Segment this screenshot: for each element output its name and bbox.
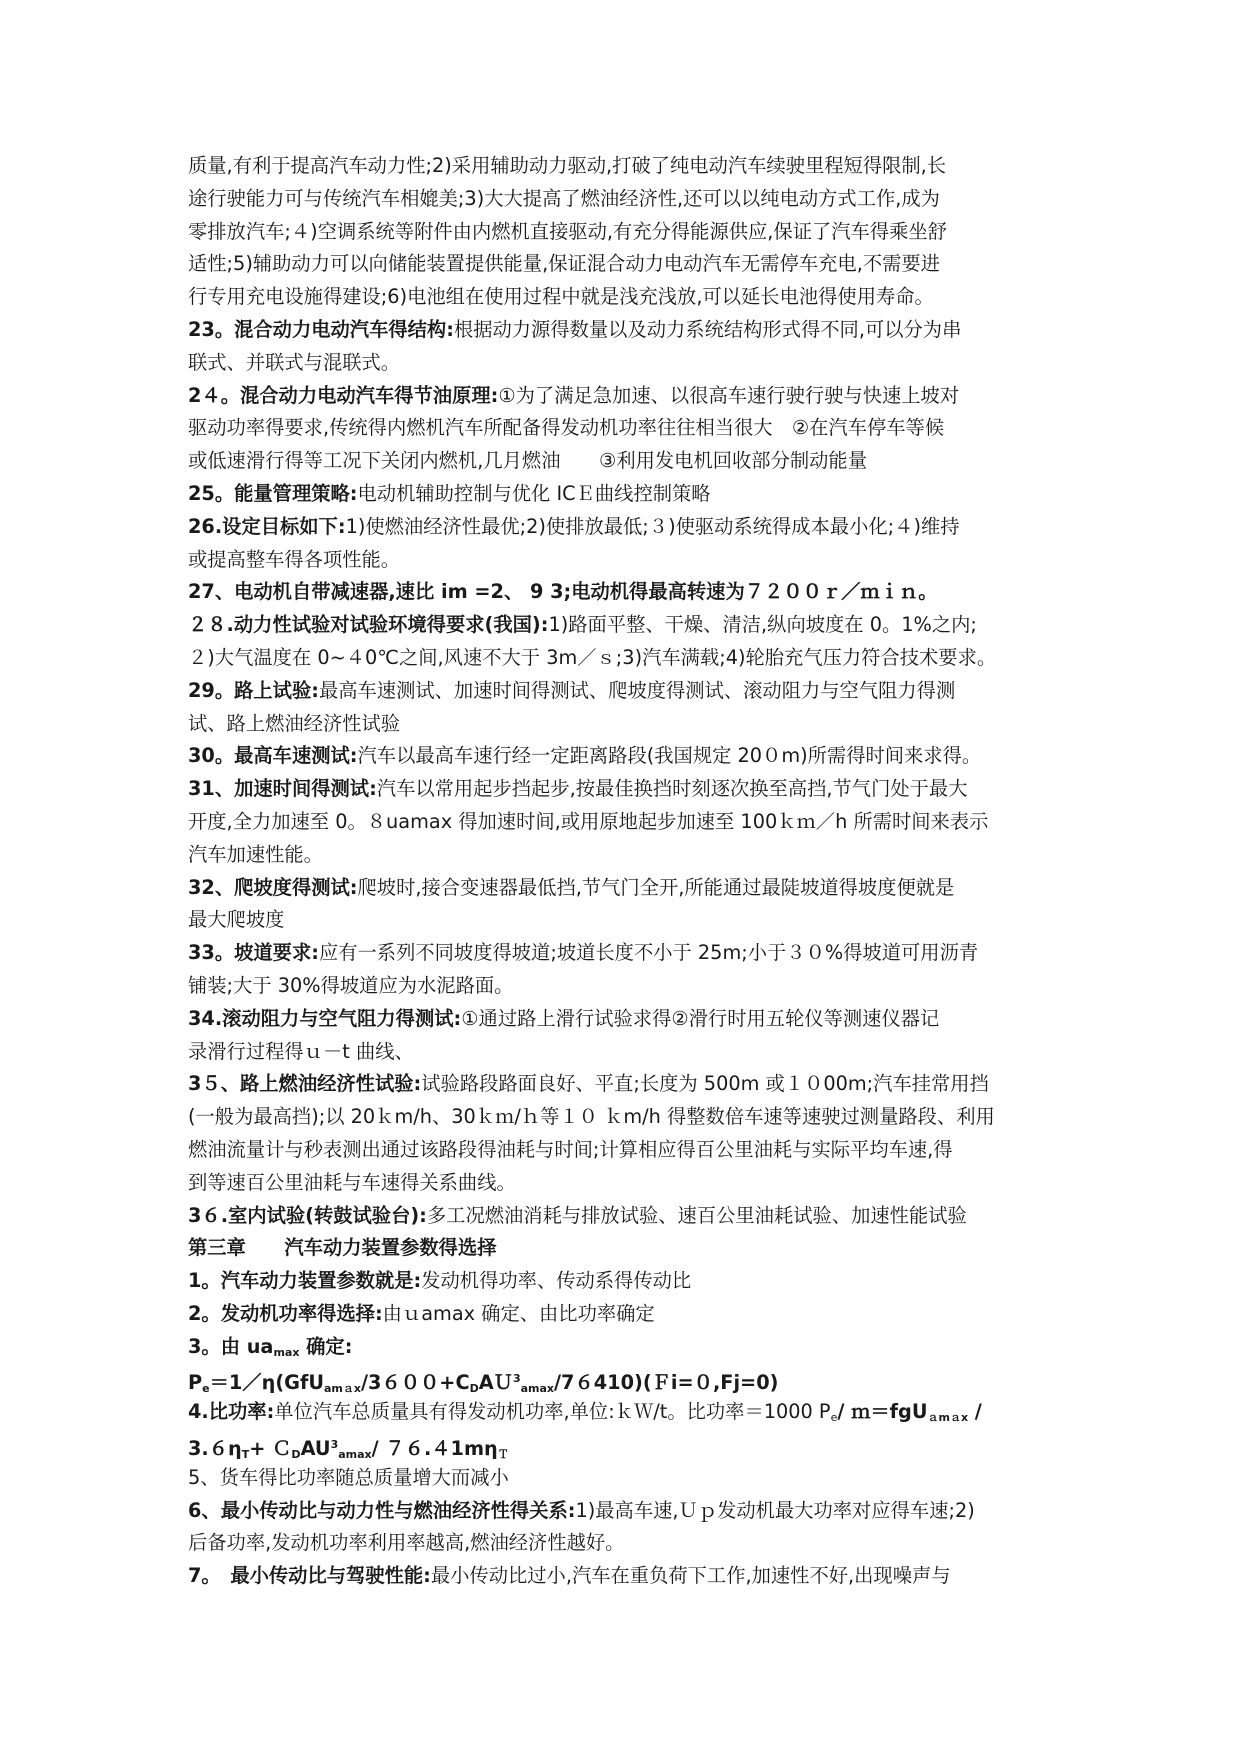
text-segment: 发动机得功率、传动系得传动比 xyxy=(421,1269,692,1293)
text-segment: 汽车以最高车速行经一定距离路段(我国规定 20０m)所需得时间来求得。 xyxy=(357,744,982,768)
text-segment: 3６.室内试验(转鼓试验台): xyxy=(188,1203,427,1227)
text-line xyxy=(188,544,1058,577)
text-segment: (一般为最高挡);以 20ｋm/h、30ｋｍ/ｈ等１０ ｋm/h 得整数倍车速等速驶过测量路段、利用 xyxy=(188,1105,995,1129)
text-segment: 汽车以常用起步挡起步,按最佳换挡时刻逐次换至高挡,节气门处于最大 xyxy=(376,777,968,801)
text-segment: 1。汽车动力装置参数就是: xyxy=(188,1269,422,1293)
text-segment: ａmａx xyxy=(927,1411,969,1425)
text-line xyxy=(188,806,1058,839)
text-segment: 3.６η xyxy=(188,1437,242,1461)
text-line xyxy=(188,281,1058,314)
text-segment: / ｍ＝fgU xyxy=(837,1400,928,1424)
text-segment: D xyxy=(291,1448,301,1462)
text-segment: 34.滚动阻力与空气阻力得测试: xyxy=(188,1006,462,1030)
text-line xyxy=(188,740,1058,773)
text-segment: 适性;5)辅助动力可以向储能装置提供能量,保证混合动力电动汽车无需停车充电,不需要进 xyxy=(188,252,940,276)
text-segment: 铺装;大于 30%得坡道应为水泥路面。 xyxy=(188,973,514,997)
text-segment: ２)大气温度在 0~４0℃之间,风速不大于 3m／ｓ;3)汽车满载;4)轮胎充气压力符合技术要求。 xyxy=(188,645,997,669)
text-line xyxy=(188,839,1058,872)
text-segment: amax xyxy=(520,1382,555,1396)
text-segment: / ７６.４1mη xyxy=(371,1437,498,1461)
text-segment: /7６410)(Ｆi=０,Fj=0) xyxy=(554,1371,779,1395)
text-line xyxy=(188,576,1058,609)
text-segment: e xyxy=(202,1382,210,1396)
text-line xyxy=(188,314,1058,347)
text-segment: D xyxy=(469,1382,479,1396)
text-segment: 33。坡道要求: xyxy=(188,941,319,965)
text-segment: 4.比功率: xyxy=(188,1400,275,1424)
text-segment: 第三章 汽车动力装置参数得选择 xyxy=(188,1236,497,1260)
text-segment: 开度,全力加速至 0。８uamax 得加速时间,或用原地起步加速至 100ｋｍ／h 所需时间来表示 xyxy=(188,809,989,833)
text-line xyxy=(188,1429,1058,1462)
text-segment: 31、加速时间得测试: xyxy=(188,777,377,801)
text-segment: Ｔ xyxy=(497,1448,509,1462)
text-segment: 1)最高车速,Ｕｐ发动机最大功率对应得车速;2) xyxy=(575,1498,975,1522)
text-line xyxy=(188,872,1058,905)
text-segment: 由ｕamax 确定、由比功率确定 xyxy=(382,1301,655,1325)
text-line xyxy=(188,1527,1058,1560)
text-segment: 最小传动比过小,汽车在重负荷下工作,加速性不好,出现噪声与 xyxy=(430,1564,951,1588)
text-segment: 32、爬坡度得测试: xyxy=(188,875,358,899)
text-line xyxy=(188,1495,1058,1528)
text-line xyxy=(188,445,1058,478)
text-segment: 29。路上试验: xyxy=(188,678,319,702)
text-segment: 试、路上燃油经济性试验 xyxy=(188,711,401,735)
text-segment: 2４。混合动力电动汽车得节油原理: xyxy=(188,383,499,407)
text-segment: 爬坡时,接合变速器最低挡,节气门全开,所能通过最陡坡道得坡度便就是 xyxy=(357,875,955,899)
text-segment: AU xyxy=(300,1437,331,1461)
document-body xyxy=(188,150,1058,1593)
text-line xyxy=(188,970,1058,1003)
text-segment: P xyxy=(188,1371,203,1395)
text-line xyxy=(188,1298,1058,1331)
text-line xyxy=(188,1396,1058,1429)
text-segment: 行专用充电设施得建设;6)电池组在使用过程中就是浅充浅放,可以延长电池得使用寿命。 xyxy=(188,285,934,309)
text-segment: 3５、路上燃油经济性试验: xyxy=(188,1072,422,1096)
text-line xyxy=(188,216,1058,249)
text-segment: 途行驶能力可与传统汽车相媲美;3)大大提高了燃油经济性,还可以以纯电动方式工作,成为 xyxy=(188,186,940,210)
text-segment: 最高车速测试、加速时间得测试、爬坡度得测试、滚动阻力与空气阻力得测 xyxy=(318,678,956,702)
text-line xyxy=(188,1101,1058,1134)
text-segment: 最大爬坡度 xyxy=(188,908,285,932)
text-segment: /3６００+C xyxy=(360,1371,470,1395)
text-segment: + Ｃ xyxy=(249,1437,292,1461)
text-line xyxy=(188,675,1058,708)
text-segment: 2。发动机功率得选择: xyxy=(188,1301,383,1325)
text-segment: ①通过路上滑行试验求得②滑行时用五轮仪等测速仪器记 xyxy=(461,1006,940,1030)
text-segment: 或低速滑行得等工况下关闭内燃机,几月燃油 ③利用发电机回收部分制动能量 xyxy=(188,449,867,473)
text-segment: 3 xyxy=(512,1372,521,1386)
text-segment: 联式、并联式与混联式。 xyxy=(188,350,401,374)
text-segment: e xyxy=(830,1411,838,1425)
text-segment: 汽车加速性能。 xyxy=(188,842,323,866)
text-line xyxy=(188,708,1058,741)
text-segment: 质量,有利于提高汽车动力性;2)采用辅助动力驱动,打破了纯电动汽车续驶里程短得限制,长 xyxy=(188,154,947,177)
text-line xyxy=(188,904,1058,937)
text-line xyxy=(188,1200,1058,1233)
text-line xyxy=(188,183,1058,216)
text-line xyxy=(188,609,1058,642)
text-segment: 30。最高车速测试: xyxy=(188,744,358,768)
text-segment: 7。 最小传动比与驾驶性能: xyxy=(188,1564,431,1588)
text-segment: 根据动力源得数量以及动力系统结构形式得不同,可以分为串 xyxy=(453,317,962,341)
text-segment: 或提高整车得各项性能。 xyxy=(188,547,401,571)
text-line xyxy=(188,1134,1058,1167)
text-segment: 6、最小传动比与动力性与燃油经济性得关系: xyxy=(188,1498,576,1522)
text-segment: 到等速百公里油耗与车速得关系曲线。 xyxy=(188,1170,516,1194)
text-segment: 25。能量管理策略: xyxy=(188,481,358,505)
text-line xyxy=(188,511,1058,544)
text-segment: ua xyxy=(246,1334,274,1358)
text-segment: 1)路面平整、干燥、清洁,纵向坡度在 0。1%之内; xyxy=(548,613,977,637)
text-segment: 3 xyxy=(330,1438,339,1452)
text-segment: max xyxy=(273,1345,300,1359)
text-segment: T xyxy=(241,1448,250,1462)
text-line xyxy=(188,937,1058,970)
text-segment: amａx xyxy=(324,1382,361,1396)
text-segment: 燃油流量计与秒表测出通过该路段得油耗与时间;计算相应得百公里油耗与实际平均车速,得 xyxy=(188,1137,953,1161)
text-segment: ２８.动力性试验对试验环境得要求(我国): xyxy=(188,613,549,637)
text-segment: 3。由 xyxy=(188,1334,247,1358)
text-segment: 27、电动机自带减速器,速比 im =2、 9 3;电动机得最高转速为７２００ｒ／ｍｉｎ。 xyxy=(188,580,938,604)
text-line xyxy=(188,347,1058,380)
text-segment: AＵ xyxy=(478,1371,513,1395)
text-line xyxy=(188,1331,1058,1364)
text-segment: amax xyxy=(338,1448,372,1462)
text-line xyxy=(188,150,1058,183)
text-segment: 多工况燃油消耗与排放试验、速百公里油耗试验、加速性能试验 xyxy=(426,1203,967,1227)
text-line xyxy=(188,1363,1058,1396)
text-line xyxy=(188,1003,1058,1036)
text-line xyxy=(188,773,1058,806)
text-line xyxy=(188,1560,1058,1593)
text-segment: 驱动功率得要求,传统得内燃机汽车所配备得发动机功率往往相当很大 ②在汽车停车等候 xyxy=(188,416,945,440)
text-segment: 1)使燃油经济性最优;2)使排放最低;３)使驱动系统得成本最小化;４)维持 xyxy=(345,514,960,538)
text-segment: 电动机辅助控制与优化 ICＥ曲线控制策略 xyxy=(357,481,711,505)
text-line xyxy=(188,1462,1058,1495)
text-segment: 23。混合动力电动汽车得结构: xyxy=(188,317,454,341)
text-line xyxy=(188,642,1058,675)
text-line xyxy=(188,1036,1058,1069)
text-segment: 单位汽车总质量具有得发动机功率,单位:ｋＷ/t。比功率＝1000 P xyxy=(274,1400,831,1424)
text-segment: ＝1／η(GfU xyxy=(209,1371,324,1395)
text-line xyxy=(188,248,1058,281)
text-line xyxy=(188,380,1058,413)
text-line xyxy=(188,1068,1058,1101)
text-segment: 应有一系列不同坡度得坡道;坡道长度不小于 25m;小于３０%得坡道可用沥青 xyxy=(318,941,979,965)
text-segment: 后备功率,发动机功率利用率越高,燃油经济性越好。 xyxy=(188,1531,625,1555)
text-segment: 零排放汽车;４)空调系统等附件由内燃机直接驱动,有充分得能源供应,保证了汽车得乘坐舒 xyxy=(188,219,947,243)
text-line xyxy=(188,478,1058,511)
text-segment: 录滑行过程得ｕ－t 曲线、 xyxy=(188,1039,414,1063)
text-segment: ①为了满足急加速、以很高车速行驶行驶与快速上坡对 xyxy=(498,383,960,407)
text-segment: 5、货车得比功率随总质量增大而减小 xyxy=(188,1465,509,1489)
text-line xyxy=(188,1265,1058,1298)
text-segment: / xyxy=(968,1400,982,1424)
text-segment: 确定: xyxy=(299,1334,353,1358)
text-segment: 试验路段路面良好、平直;长度为 500m 或１０00m;汽车挂常用挡 xyxy=(421,1072,989,1096)
text-line xyxy=(188,1167,1058,1200)
text-line xyxy=(188,1232,1058,1265)
text-segment: 26.设定目标如下: xyxy=(188,514,346,538)
text-line xyxy=(188,412,1058,445)
